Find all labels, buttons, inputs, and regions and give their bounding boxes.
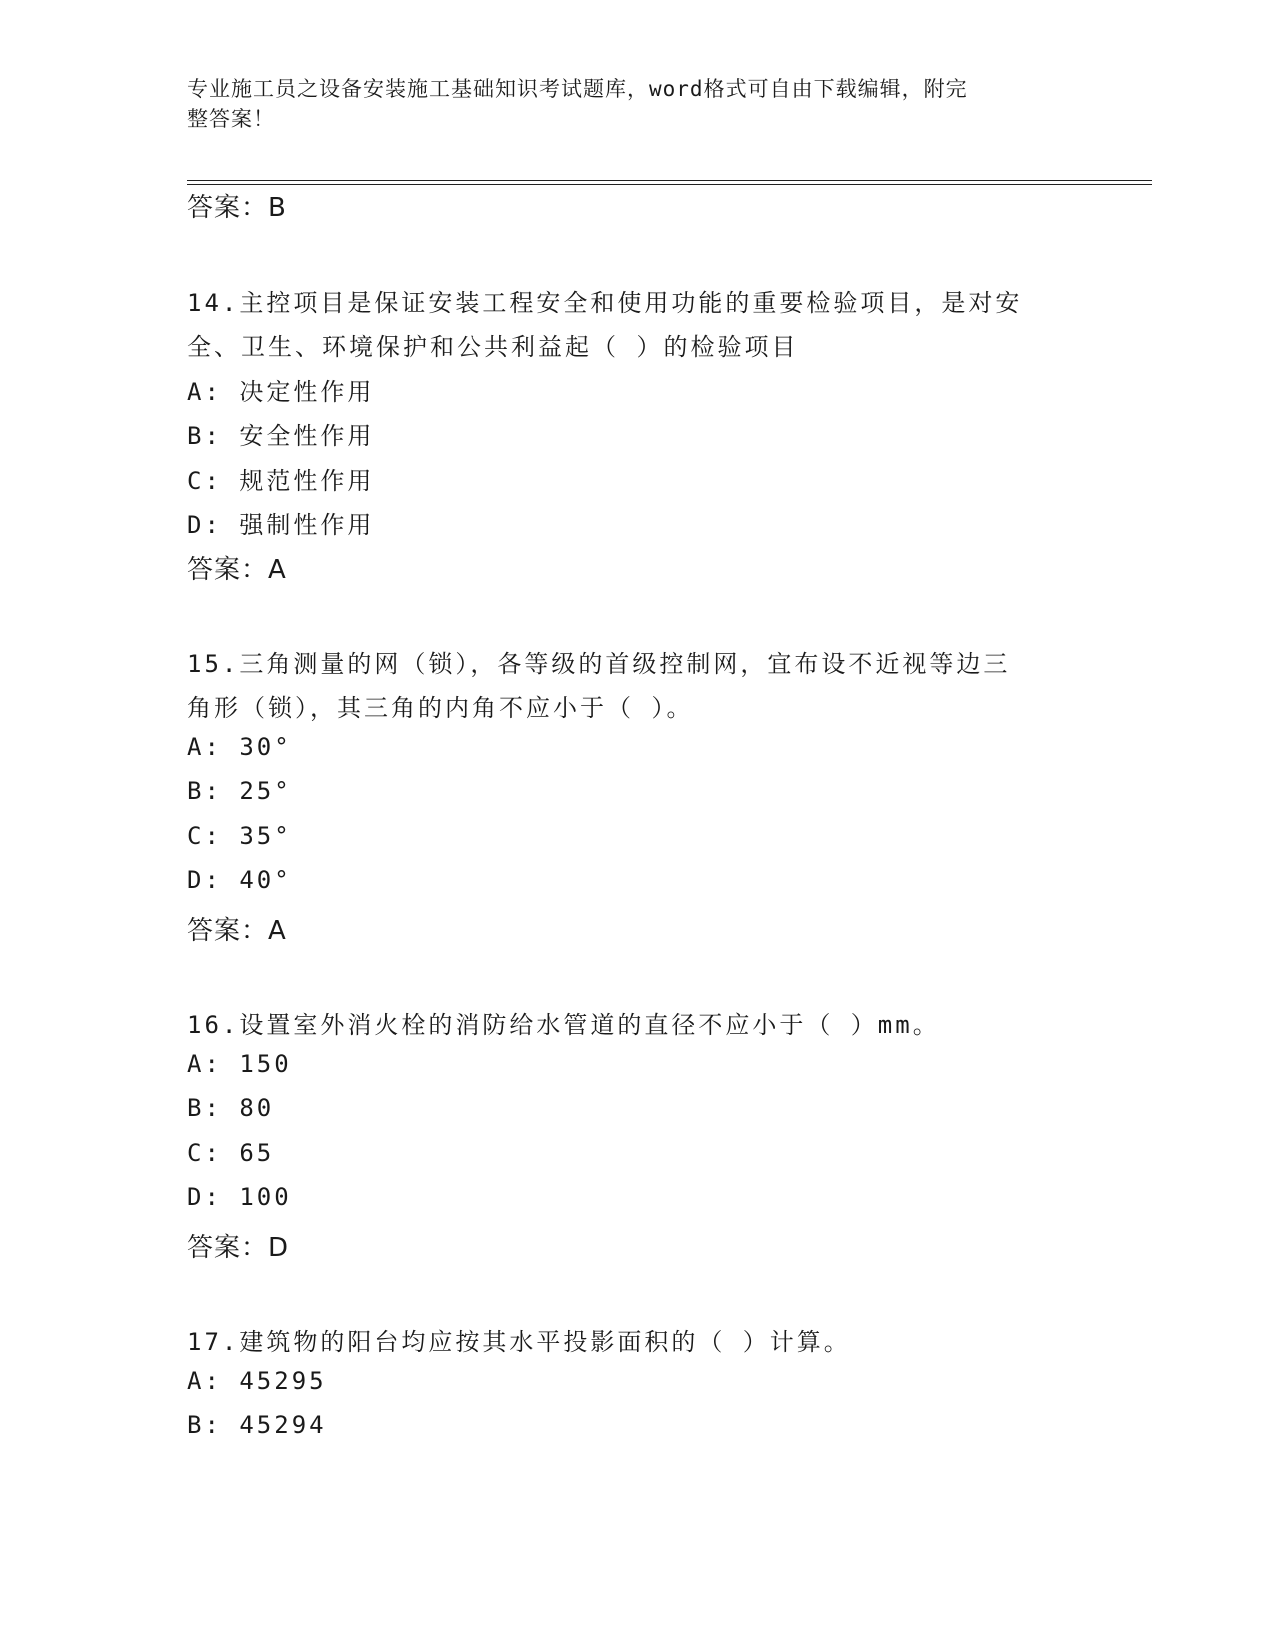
answer-q14: 答案：A	[187, 555, 287, 585]
answer-q15: 答案：A	[187, 916, 287, 946]
question-14-option-c: C: 规范性作用	[187, 467, 375, 495]
header-divider-top	[187, 180, 1152, 181]
answer-q16: 答案：D	[187, 1233, 290, 1263]
header-divider-bottom	[187, 184, 1152, 185]
question-14-option-b: B: 安全性作用	[187, 422, 375, 450]
question-16-option-b: B: 80	[187, 1094, 275, 1122]
question-15-option-b: B: 25°	[187, 777, 292, 805]
question-17-stem-line-1: 17.建筑物的阳台均应按其水平投影面积的（ ）计算。	[187, 1328, 851, 1356]
question-15-stem-line-2: 角形（锁），其三角的内角不应小于（ ）。	[187, 694, 694, 722]
header-line-1: 专业施工员之设备安装施工基础知识考试题库，word格式可自由下载编辑，附完	[187, 77, 968, 101]
question-15-option-a: A: 30°	[187, 733, 292, 761]
answer-q13: 答案：B	[187, 193, 287, 223]
question-14-option-d: D: 强制性作用	[187, 511, 375, 539]
question-15-stem-line-1: 15.三角测量的网（锁），各等级的首级控制网，宜布设不近视等边三	[187, 650, 1011, 678]
question-14-option-a: A: 决定性作用	[187, 378, 375, 406]
question-16-stem-line-1: 16.设置室外消火栓的消防给水管道的直径不应小于（ ）mm。	[187, 1011, 940, 1039]
question-15-option-d: D: 40°	[187, 866, 292, 894]
question-17-option-a: A: 45295	[187, 1367, 327, 1395]
document-header	[187, 74, 1067, 134]
header-line-2: 整答案！	[187, 107, 275, 131]
question-15-option-c: C: 35°	[187, 822, 292, 850]
question-14-stem-line-2: 全、卫生、环境保护和公共利益起（ ）的检验项目	[187, 333, 799, 361]
question-16-option-c: C: 65	[187, 1139, 275, 1167]
question-16-option-a: A: 150	[187, 1050, 292, 1078]
question-17-option-b: B: 45294	[187, 1411, 327, 1439]
question-16-option-d: D: 100	[187, 1183, 292, 1211]
question-14-stem-line-1: 14.主控项目是保证安装工程安全和使用功能的重要检验项目，是对安	[187, 289, 1023, 317]
